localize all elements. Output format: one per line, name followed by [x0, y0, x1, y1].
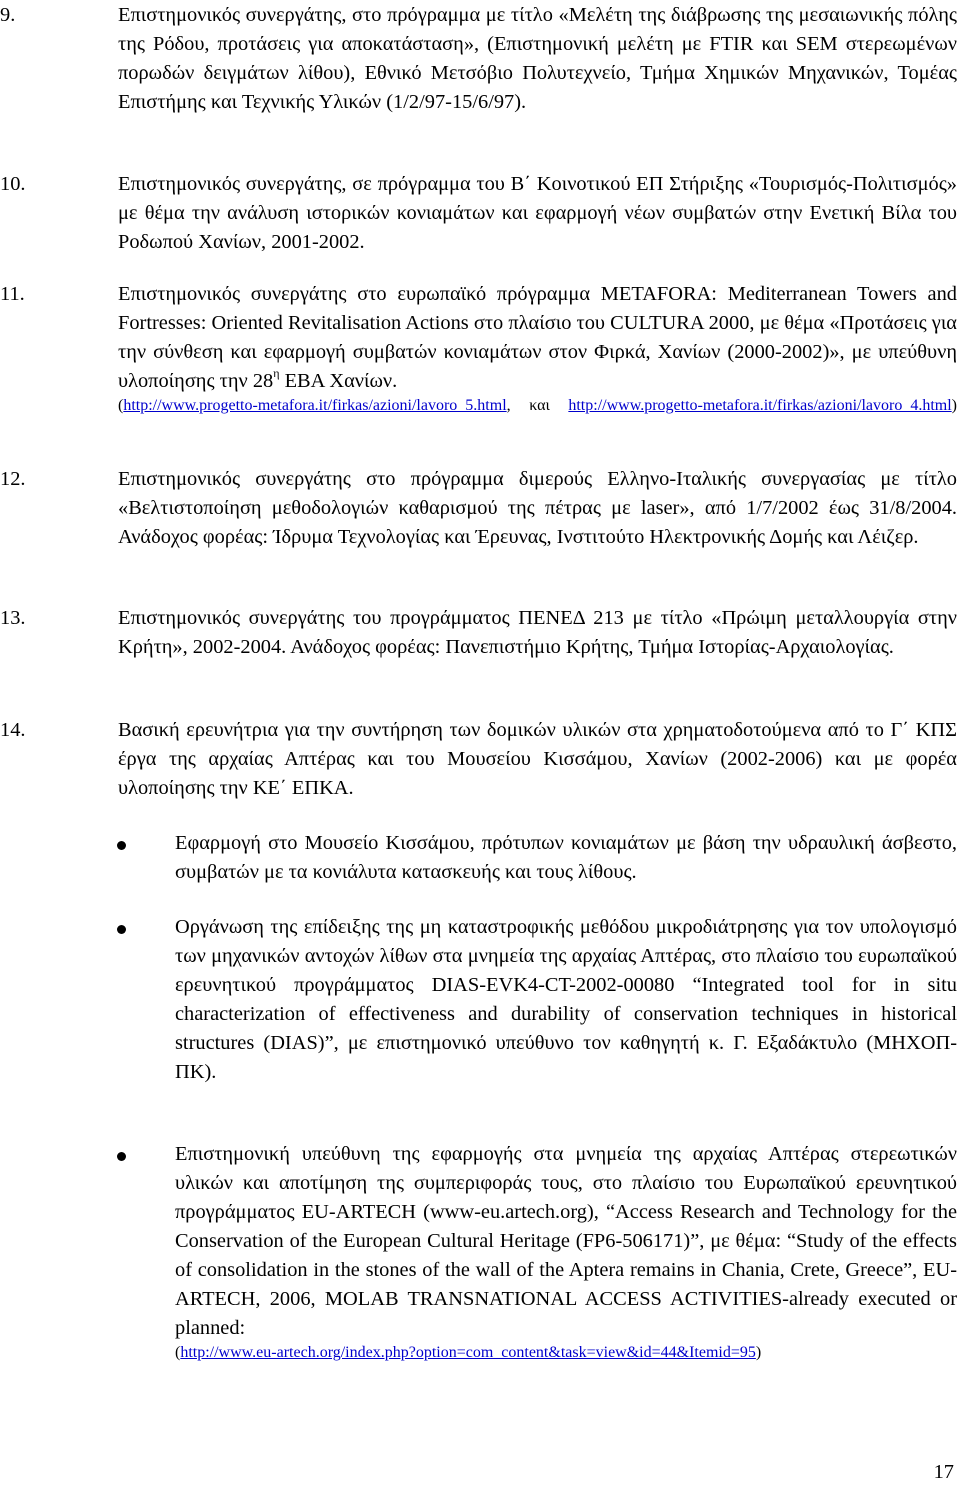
- bullet-item: [0, 913, 957, 1087]
- item-text: [118, 280, 957, 415]
- bullet-text: [175, 1140, 957, 1362]
- item-number: 11.: [0, 283, 25, 305]
- item-text-tail: ΕΒΑ Χανίων.: [279, 370, 398, 392]
- list-item-12: [0, 465, 957, 552]
- bullet-text-main: Επιστημονική υπεύθυνη της εφαρμογής στα μνημεία της αρχαίας Απτέρας στερεωτικών υλικών και αποτίμηση της συμπεριφοράς τους, στο πλαίσιο του Ευρωπαϊκού ερευνητικού προγράμματος EU-ARTECH (www-eu.artech.org), “Access Research and Technology for the Conservation of the European Cultural Heritage (FP6-506171)”, με θέμα: “Study of the effects of consolidation in the stones of the wall of the Aptera remains in Chania, Crete, Greece”, EU-ARTECH, 2006, MOLAB TRANSNATIONAL ACCESS ACTIVITIES-already executed or planned:: [175, 1143, 957, 1339]
- item-text: Επιστημονικός συνεργάτης, στο πρόγραμμα με τίτλο «Μελέτη της διάβρωσης της μεσαιωνικής πόλης της Ρόδου, προτάσεις για αποκατάσταση», (Επιστημονική μελέτη με FTIR και SEM στερεωμένων πορωδών δειγμάτων λίθου), Εθνικό Μετσόβιο Πολυτεχνείο, Τμήμα Χημικών Μηχανικών, Τομέας Επιστήμης και Τεχνικής Υλικών (1/2/97-15/6/97).: [118, 4, 957, 113]
- bullet-text: Οργάνωση της επίδειξης της μη καταστροφικής μεθόδου μικροδιάτρησης για τον υπολογισμό των μηχανικών αντοχών λίθων στα μνημεία της αρχαίας Απτέρας, στο πλαίσιο του ευρωπαϊκού ερευνητικού προγράμματος DIAS-EVK4-CT-2002-00080 “Integrated tool for in situ characterization of effectiveness and durability of conservation techniques in historical structures (DIAS)”, με επιστημονικό υπεύθυνο τον καθηγητή κ. Γ. Εξαδάκτυλο (ΜΗΧΟΠ-ΠΚ).: [175, 916, 957, 1083]
- item-text: Επιστημονικός συνεργάτης του προγράμματος ΠΕΝΕΔ 213 με τίτλο «Πρώιμη μεταλλουργία στην Κρήτη», 2002-2004. Ανάδοχος φορέας: Πανεπιστήμιο Κρήτης, Τμήμα Ιστορίας-Αρχαιολογίας.: [118, 607, 957, 658]
- item-number: 13.: [0, 607, 26, 629]
- item-text: Επιστημονικός συνεργάτης στο πρόγραμμα διμερούς Ελληνο-Ιταλικής συνεργασίας με τίτλο «Βελτιστοποίηση μεθοδολογιών καθαρισμού της πέτρας με laser», από 1/7/2002 έως 31/8/2004. Ανάδοχος φορέας: Ίδρυμα Τεχνολογίας και Έρευνας, Ινστιτούτο Ηλεκτρονικής Δομής και Λέιζερ.: [118, 468, 957, 548]
- item-number: 10.: [0, 173, 26, 195]
- bullet-text: Εφαρμογή στο Μουσείο Κισσάμου, πρότυπων κονιαμάτων με βάση την υδραυλική άσβεστο, συμβατών με τα κονιάλυτα κατασκευής και τους λίθους.: [175, 832, 957, 883]
- reference-link[interactable]: http://www.eu-artech.org/index.php?option=com_content&task=view&id=44&Itemid=95: [180, 1344, 756, 1361]
- list-item-11: [0, 280, 957, 415]
- list-item-10: [0, 170, 957, 257]
- bullet-item: [0, 829, 957, 887]
- list-item-14: [0, 716, 957, 803]
- item-number: 12.: [0, 468, 26, 490]
- item-text: Επιστημονικός συνεργάτης, σε πρόγραμμα του Β΄ Κοινοτικού ΕΠ Στήριξης «Τουρισμός-Πολιτισμός» με θέμα την ανάλυση ιστορικών κονιαμάτων και εφαρμογή νέων συμβατών στην Ενετική Βίλα του Ροδωπού Χανίων, 2001-2002.: [118, 173, 957, 253]
- superscript: η: [273, 366, 280, 381]
- item-number: 9.: [0, 4, 16, 26]
- bullet-icon: [117, 841, 126, 850]
- reference-link-1[interactable]: http://www.progetto-metafora.it/firkas/azioni/lavoro_5.html: [123, 397, 507, 414]
- bullet-icon: [117, 925, 126, 934]
- item-text-main: Επιστημονικός συνεργάτης στο ευρωπαϊκό πρόγραμμα METAFORA: Mediterranean Towers and Fortresses: Oriented Revitalisation Actions στο πλαίσιο του CULTURA 2000, με θέμα «Προτάσεις για την σύνθεση και εφαρμογή συμβατών κονιαμάτων στον Φιρκά, Χανίων (2000-2002)», με υπεύθυνη υλοποίησης την 28: [118, 283, 957, 392]
- list-item-13: [0, 604, 957, 662]
- item-number: 14.: [0, 719, 26, 741]
- reference-link-2[interactable]: http://www.progetto-metafora.it/firkas/azioni/lavoro_4.html: [568, 397, 952, 414]
- bullet-icon: [117, 1152, 126, 1161]
- reference-line: (http://www.eu-artech.org/index.php?option=com_content&task=view&id=44&Itemid=95): [175, 1344, 762, 1361]
- reference-line: (http://www.progetto-metafora.it/firkas/azioni/lavoro_5.html, και http://www.progetto-metafora.it/firkas/azioni/lavoro_4.html): [118, 397, 957, 414]
- item-text: Βασική ερευνήτρια για την συντήρηση των δομικών υλικών στα χρηματοδοτούμενα από το Γ΄ ΚΠΣ έργα της αρχαίας Απτέρας και του Μουσείου Κισσάμου, Χανίων (2002-2006) και με φορέα υλοποίησης την ΚΕ΄ ΕΠΚΑ.: [118, 719, 957, 799]
- list-item-9: [0, 1, 957, 117]
- page-number: 17: [933, 1461, 954, 1483]
- bullet-item: [0, 1140, 957, 1362]
